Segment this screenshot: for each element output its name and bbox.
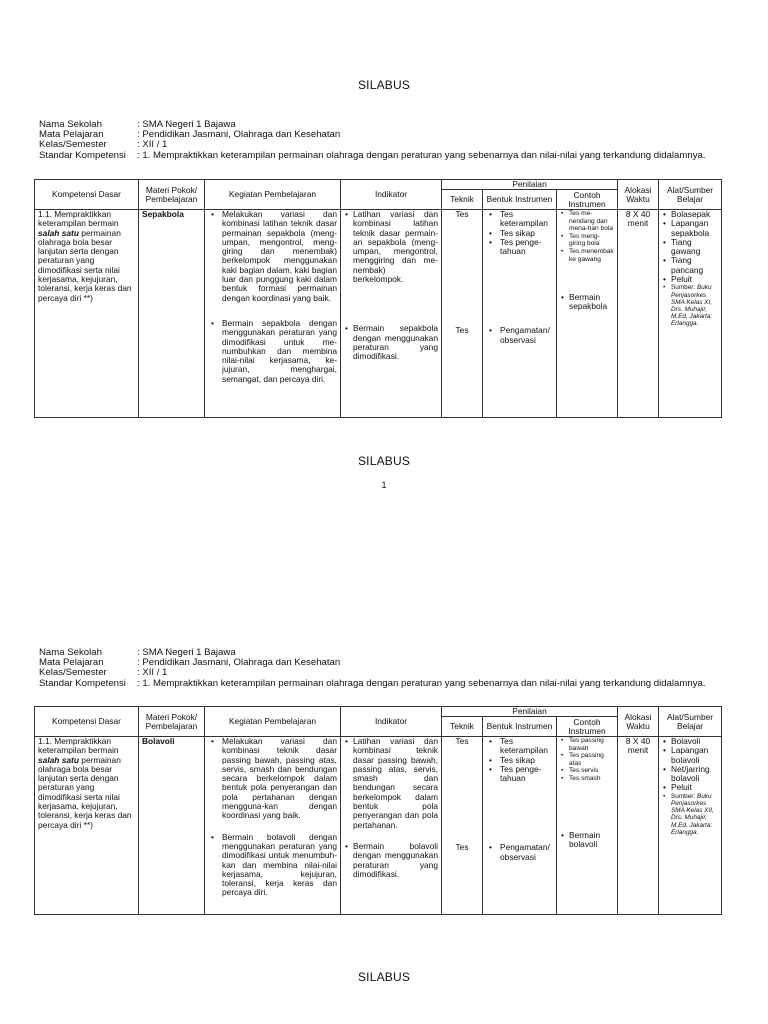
meta-label: Nama Sekolah [39, 647, 102, 658]
header-penilaian: Penilaian [442, 180, 618, 190]
kd-text-cont: permainan olahraga bola besar lanjutan serta dengan peraturan yang dimodifikasi serta nilai kerjasama, kejujuran, toleransi, kerja keras dan percaya diri **) [38, 754, 132, 830]
meta-label: Nama Sekolah [39, 119, 102, 130]
identity-block [39, 120, 706, 161]
meta-value: : 1. Mempraktikkan keterampilan permainan olahraga dengan peraturan yang sebenarnya dan nilai-nilai yang terkandung didalamnya. [137, 677, 706, 689]
bentuk-item: • Tes sikap [486, 229, 553, 238]
sumber-label: Sumber: [671, 792, 696, 800]
header-alokasi: Alokasi Waktu [618, 707, 659, 737]
header-materi: Materi Pokok/ Pembelajaran [139, 707, 205, 737]
contoh-item: • Tes me-nendang dan mena-han bola [560, 210, 614, 233]
contoh-cell [557, 737, 618, 915]
kegiatan-cell [205, 737, 341, 915]
kegiatan-cell [205, 210, 341, 418]
materi-cell [139, 737, 205, 915]
header-teknik: Teknik [442, 190, 483, 210]
page-title: SILABUS [357, 78, 411, 92]
alat-item: • Bolasepak [662, 210, 718, 219]
contoh-item: • Tes meng-giring bola [560, 233, 614, 248]
alat-cell [659, 737, 722, 915]
sumber-text: Buku Penjasorkes SMA Kelas XI, Drs. Muhajir, M.Ed, Jakarta: Erlangga. [671, 284, 713, 328]
sumber-item [662, 284, 718, 327]
alat-item: • Bolavoli [662, 737, 718, 746]
meta-label: Mata Pelajaran [39, 657, 104, 669]
header-bentuk: Bentuk Instrumen [483, 190, 557, 210]
alokasi-text: 8 X 40 menit [625, 209, 651, 229]
meta-value: : XII / 1 [137, 667, 168, 679]
teknik-cell [442, 737, 483, 915]
contoh-item: • Tes passing atas [560, 752, 614, 767]
indikator-cell [341, 210, 442, 418]
meta-label: Kelas/Semester [39, 139, 107, 151]
alokasi-text: 8 X 40 menit [625, 736, 651, 756]
header-penilaian: Penilaian [442, 707, 618, 717]
materi-text: Sepakbola [142, 209, 184, 219]
meta-value: : 1. Mempraktikkan keterampilan permainan olahraga dengan peraturan yang sebenarnya dan nilai-nilai yang terkandung didalamnya. [137, 149, 706, 161]
header-kegiatan: Kegiatan Pembelajaran [205, 707, 341, 737]
header-alat: Alat/Sumber Belajar [659, 180, 722, 210]
header-bentuk: Bentuk Instrumen [483, 717, 557, 737]
meta-value: : XII / 1 [137, 139, 168, 151]
header-contoh: Contoh Instrumen [557, 190, 618, 210]
sumber-item [662, 793, 718, 836]
teknik-text: Tes [455, 325, 469, 336]
page-number: 1 [381, 480, 387, 490]
sumber-text: Buku Penjasorkes SMA Kelas XII, Drs. Muhajir, M.Ed, Jakarta: Erlangga. [671, 792, 714, 836]
bentuk-cell [483, 210, 557, 418]
contoh-item: • Bermain bolavoli [560, 831, 614, 850]
contoh-item: • Tes smash [560, 775, 614, 783]
contoh-cell [557, 210, 618, 418]
bentuk-item: • Tes penge-tahuan [486, 765, 553, 784]
alat-cell [659, 210, 722, 418]
alat-item: • Peluit [662, 275, 718, 284]
alat-item: • Tiang gawang [662, 238, 718, 257]
kegiatan-item: • Melakukan variasi dan kombinasi teknik dasar passing bawah, passing atas, servis, smash dan bendungan secara berkelompok dalam bentuk pola penyerangan dan pola pertahanan dengan mengguna-kan dengan koordinasi yang baik. [208, 737, 337, 821]
syllabus-table [34, 706, 722, 915]
page-title: SILABUS [357, 454, 411, 468]
bentuk-item: • Tes sikap [486, 756, 553, 765]
indikator-item: • Latihan variasi dan kombinasi latihan teknik dasar permain-an sepakbola (meng-umpan, mengontrol, menggiring dan me-nembak) berkelompok. [344, 210, 438, 284]
alokasi-cell [618, 737, 659, 915]
header-indikator: Indikator [341, 180, 442, 210]
indikator-item: • Latihan variasi dan kombinasi teknik dasar passing bawah, passing atas, servis, smash dan bendungan secara berkelompok dalam bentuk pola penyerangan dan pola pertahanan. [344, 737, 438, 830]
sumber-label: Sumber: [671, 284, 696, 292]
teknik-text: Tes [455, 842, 469, 853]
kd-emphasis: salah satu [38, 227, 79, 238]
bentuk-item: • Pengamatan/ observasi [486, 326, 553, 345]
bentuk-item: • Tes penge-tahuan [486, 238, 553, 257]
contoh-item: • Tes passing bawah [560, 737, 614, 752]
header-teknik: Teknik [442, 717, 483, 737]
meta-label: Standar Kompetensi [39, 677, 126, 689]
header-alat: Alat/Sumber Belajar [659, 707, 722, 737]
kegiatan-item: • Bermain bolavoli dengan menggunakan peraturan yang dimodifikasi untuk menumbuh-kan dan membina nilai-nilai kerjasama, kejujuran, toleransi, kerja keras dan percaya diri. [208, 833, 337, 898]
materi-text: Bolavoli [142, 736, 175, 746]
kd-text: 1.1. Mempraktikkan keterampilan bermain [38, 209, 119, 229]
header-contoh: Contoh Instrumen [557, 717, 618, 737]
header-kompetensi-dasar: Kompetensi Dasar [35, 180, 139, 210]
meta-value: : Pendidikan Jasmani, Olahraga dan Kesehatan [137, 129, 341, 141]
header-alokasi: Alokasi Waktu [618, 180, 659, 210]
alat-item: • Lapangan bolavoli [662, 746, 718, 765]
alokasi-cell [618, 210, 659, 418]
kompetensi-dasar-cell [35, 210, 139, 418]
teknik-text: Tes [455, 209, 469, 219]
header-indikator: Indikator [341, 707, 442, 737]
kompetensi-dasar-cell [35, 737, 139, 915]
teknik-text: Tes [455, 736, 469, 746]
alat-item: • Net/jarring bolavoli [662, 765, 718, 784]
meta-label: Kelas/Semester [39, 667, 107, 679]
identity-block [39, 648, 706, 689]
page-title: SILABUS [357, 970, 411, 984]
meta-label: Mata Pelajaran [39, 129, 104, 141]
materi-cell [139, 210, 205, 418]
meta-value: : SMA Negeri 1 Bajawa [137, 119, 236, 130]
header-materi: Materi Pokok/ Pembelajaran [139, 180, 205, 210]
header-kompetensi-dasar: Kompetensi Dasar [35, 707, 139, 737]
syllabus-table [34, 179, 722, 418]
indikator-item: • Bermain bolavoli dengan menggunakan peraturan yang dimodifikasi. [344, 842, 438, 879]
bentuk-cell [483, 737, 557, 915]
contoh-item: • Tes menembak ke gawang [560, 248, 614, 263]
bentuk-item: • Pengamatan/ observasi [486, 843, 553, 862]
kegiatan-item: • Melakukan variasi dan kombinasi latihan teknik dasar permainan sepakbola (meng-umpan, mengontrol, meng-giring dan menembak) berkelompok menggunakan kaki bagian dalam, kaki bagian luar dan punggung kaki dalam bentuk formasi permainan dengan koordinasi yang baik. [208, 210, 337, 303]
header-kegiatan: Kegiatan Pembelajaran [205, 180, 341, 210]
contoh-item: • Bermain sepakbola [560, 293, 614, 312]
bentuk-item: • Tes keterampilan [486, 210, 553, 229]
kd-text-cont: permainan olahraga bola besar lanjutan serta dengan peraturan yang dimodifikasi serta nilai kerjasama, kejujuran, toleransi, kerja keras dan percaya diri **) [38, 227, 132, 303]
teknik-cell [442, 210, 483, 418]
contoh-item: • Tes servis [560, 767, 614, 775]
bentuk-item: • Tes keterampilan [486, 737, 553, 756]
indikator-cell [341, 737, 442, 915]
alat-item: • Peluit [662, 783, 718, 792]
meta-value: : SMA Negeri 1 Bajawa [137, 647, 236, 658]
meta-label: Standar Kompetensi [39, 149, 126, 161]
alat-item: • Lapangan sepakbola [662, 219, 718, 238]
alat-item: • Tiang pancang [662, 256, 718, 275]
kd-text: 1.1. Mempraktikkan keterampilan bermain [38, 736, 119, 756]
kd-emphasis: salah satu [38, 754, 79, 765]
kegiatan-item: • Bermain sepakbola dengan menggunakan peraturan yang dimodifikasi untuk me-numbuhkan dan membina nilai-nilai kerjasama, ke-jujuran, menghargai, semangat, dan percaya diri. [208, 319, 337, 384]
indikator-item: • Bermain sepakbola dengan menggunakan peraturan yang dimodifikasi. [344, 324, 438, 361]
meta-value: : Pendidikan Jasmani, Olahraga dan Kesehatan [137, 657, 341, 669]
